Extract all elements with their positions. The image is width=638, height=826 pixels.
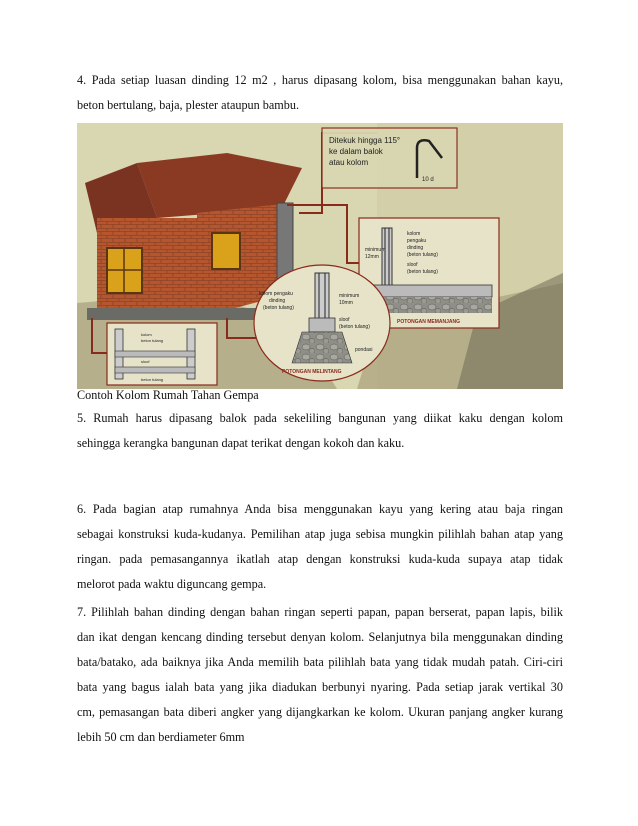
paragraph-line: melorot pada waktu diguncang gempa. xyxy=(77,577,267,591)
callout-line: ke dalam balok xyxy=(329,147,383,156)
paragraph-line: lebih 50 cm dan berdiameter 6mm xyxy=(77,730,245,744)
paragraph-line: ringan. pada pemasangannya ikatlah atap dengan konstruksi kuda-kuda supaya atap tidak xyxy=(77,552,563,566)
paragraph-line: 6. Pada bagian atap rumahnya Anda bisa menggunakan kayu yang kering atau baja ringan xyxy=(77,502,563,516)
paragraph-line: beton bertulang, baja, plester ataupun bambu. xyxy=(77,98,300,112)
paragraph-line: sebagai konstruksi kuda-kudanya. Pemilihan atap juga sebisa mungkin pilihlah bahan atap yang xyxy=(77,527,563,541)
bend-callout xyxy=(322,128,457,188)
paragraph-line: bata yang bagus ialah bata yang jika diadukan berbunyi nyaring. Pada setiap jarak vertikal 30 xyxy=(77,680,563,694)
paragraph-line: 5. Rumah harus dipasang balok pada sekeliling bangunan yang diikat kaku dengan kolom xyxy=(77,411,563,425)
detail-label: (beton tulang) xyxy=(263,305,294,311)
detail-label: (beton tulang) xyxy=(407,252,438,258)
detail-label: dinding xyxy=(269,298,286,304)
figure-caption: Contoh Kolom Rumah Tahan Gempa xyxy=(77,388,259,402)
paragraph-4 xyxy=(77,68,563,118)
detail-label: dinding xyxy=(407,245,424,251)
paragraph-7 xyxy=(77,600,563,750)
bend-dimension-label: 10 d xyxy=(422,177,434,183)
paragraph-line: bata/batako, ada baiknya jika Anda memilih bata pilihlah bata yang tidak mudah patah. Ciri-ciri xyxy=(77,655,563,669)
callout-line: atau kolom xyxy=(329,158,369,167)
detail-label: (beton tulang) xyxy=(339,324,370,330)
detail-label: pengaku xyxy=(407,238,427,244)
detail-label: sloof xyxy=(407,262,418,268)
detail-label: beton tulang xyxy=(141,338,164,343)
detail-label: 10mm xyxy=(339,300,353,306)
paragraph-line: dan ikat dengan kencang dinding tersebut denyan kolom. Selanjutnya bila menggunakan dinding xyxy=(77,630,563,644)
detail-label: minimum xyxy=(365,247,386,253)
detail-label: beton tulang xyxy=(141,377,164,382)
detail-label: 12mm xyxy=(365,254,379,260)
detail-label: sloof xyxy=(339,317,350,323)
detail-label: pondasi xyxy=(355,347,373,353)
paragraph-line: sehingga kerangka bangunan dapat terikat dengan kokoh dan kaku. xyxy=(77,436,405,450)
section-title: POTONGAN MELINTANG xyxy=(282,369,342,375)
paragraph-6 xyxy=(77,497,563,597)
paragraph-5 xyxy=(77,406,563,456)
paragraph-line: 4. Pada setiap luasan dinding 12 m2 , harus dipasang kolom, bisa menggunakan bahan kayu, xyxy=(77,73,563,87)
wall-frame-detail xyxy=(107,323,217,385)
detail-label: kolom pengaku xyxy=(259,291,293,297)
cross-section-detail xyxy=(254,265,390,381)
detail-label: kolom xyxy=(141,332,152,337)
detail-label: (beton tulang) xyxy=(407,269,438,275)
detail-label: kolom xyxy=(407,231,421,237)
paragraph-line: 7. Pilihlah bahan dinding dengan bahan ringan seperti papan, papan berserat, papan lapis, bilik xyxy=(77,605,563,619)
detail-label: sloof xyxy=(141,359,150,364)
section-title: POTONGAN MEMANJANG xyxy=(397,319,460,325)
detail-label: minimum xyxy=(339,293,360,299)
callout-line: Ditekuk hingga 115° xyxy=(329,136,401,145)
paragraph-line: cm, pemasangan bata diberi angker yang dijangkarkan ke kolom. Ukuran panjang angker kurang xyxy=(77,705,563,719)
earthquake-house-column-illustration xyxy=(77,123,563,389)
